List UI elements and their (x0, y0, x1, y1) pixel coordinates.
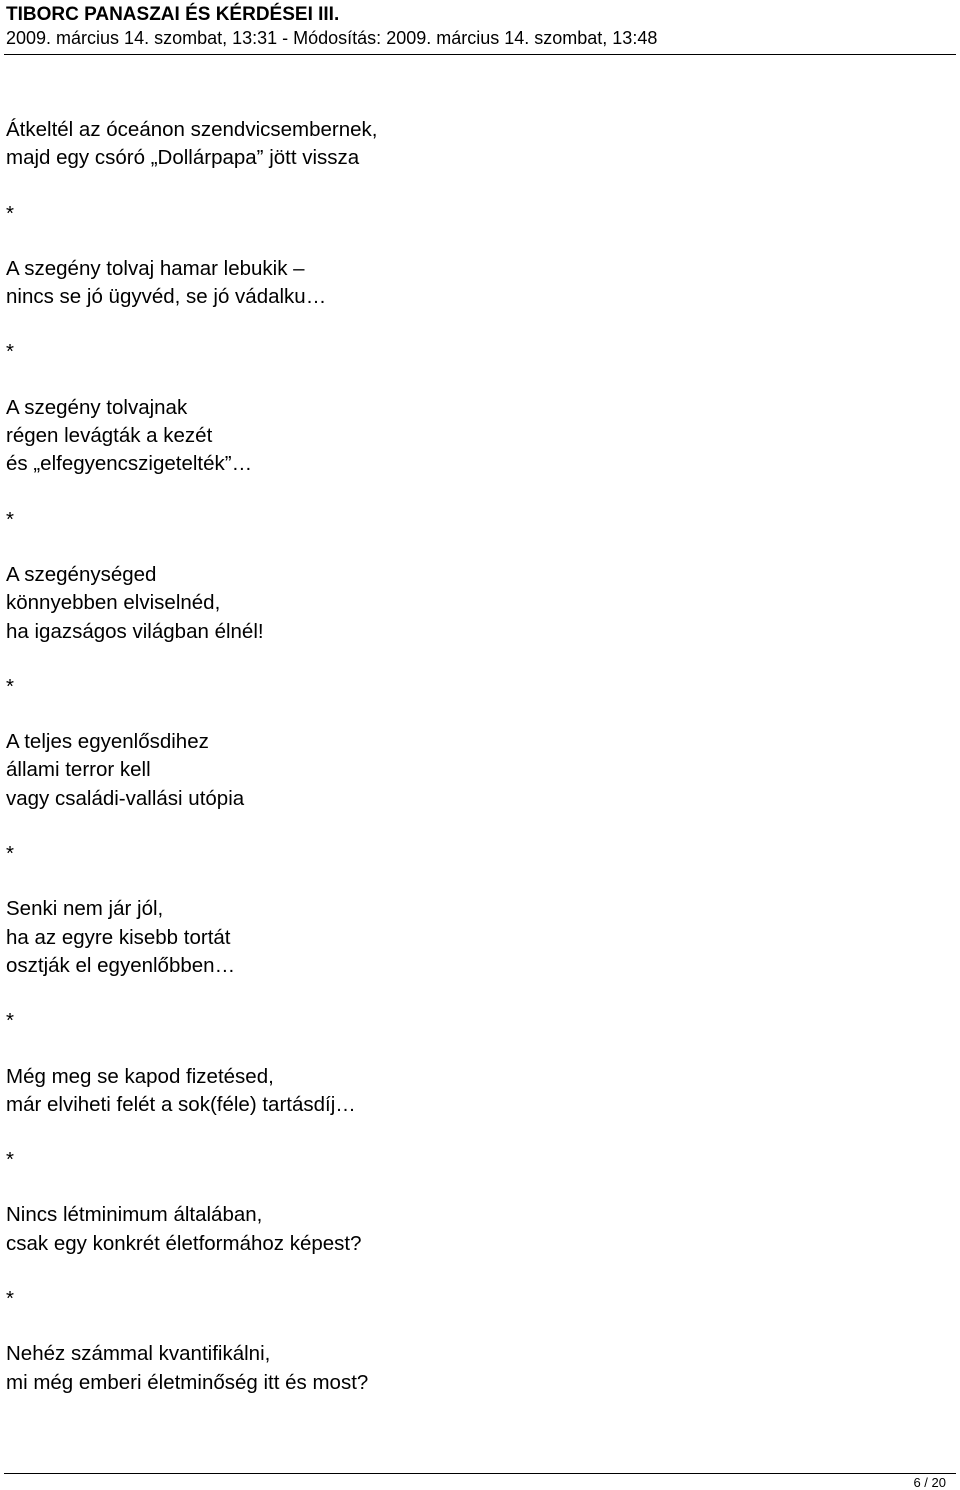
poem-line: már elviheti felét a sok(féle) tartásdíj… (6, 1092, 356, 1116)
header-divider (4, 54, 956, 55)
poem-line: A teljes egyenlősdihez (6, 730, 209, 754)
poem-stanza (6, 728, 946, 813)
stanza-separator: * (6, 674, 14, 698)
poem-line: Átkeltél az óceánon szendvicsembernek, (6, 118, 378, 141)
poem-line: régen levágták a kezét (6, 424, 213, 448)
document-title: TIBORC PANASZAI ÉS KÉRDÉSEI III. (6, 4, 340, 25)
poem-stanza (6, 561, 946, 646)
poem-line: ha igazságos világban élnél! (6, 619, 264, 643)
poem-stanza (6, 394, 946, 479)
poem-line: csak egy konkrét életformához képest? (6, 1231, 362, 1255)
poem-line: Nincs létminimum általában, (6, 1203, 263, 1227)
document-date-line: 2009. március 14. szombat, 13:31 - Módosítás: 2009. március 14. szombat, 13:48 (6, 28, 658, 48)
poem-stanza (6, 255, 946, 312)
poem-line: és „elfegyencszigetelték”… (6, 452, 253, 476)
poem-stanza (6, 895, 946, 980)
stanza-separator: * (6, 201, 14, 225)
page-number: 6 / 20 (913, 1475, 946, 1490)
stanza-separator: * (6, 1009, 14, 1033)
poem-line: mi még emberi életminőség itt és most? (6, 1370, 369, 1394)
poem-line: állami terror kell (6, 758, 151, 782)
stanza-separator: * (6, 1148, 14, 1172)
stanza-separator: * (6, 507, 14, 531)
poem-stanza (6, 116, 946, 173)
stanza-separator: * (6, 842, 14, 866)
poem-line: könnyebben elviselnéd, (6, 591, 221, 615)
poem-line: majd egy csóró „Dollárpapa” jött vissza (6, 146, 360, 170)
poem-stanza (6, 1340, 946, 1397)
poem-line: A szegény tolvaj hamar lebukik – (6, 256, 305, 280)
poem-line: osztják el egyenlőbben… (6, 953, 236, 977)
poem-line: Nehéz számmal kvantifikálni, (6, 1342, 271, 1366)
poem-line: Még meg se kapod fizetésed, (6, 1064, 274, 1088)
poem-line: A szegénységed (6, 562, 157, 586)
poem-stanza (6, 1063, 946, 1120)
stanza-separator: * (6, 340, 14, 364)
poem-body (6, 116, 946, 1424)
poem-line: A szegény tolvajnak (6, 395, 188, 419)
poem-line: nincs se jó ügyvéd, se jó vádalku… (6, 285, 327, 309)
poem-line: vagy családi-vallási utópia (6, 786, 245, 810)
poem-stanza (6, 1201, 946, 1258)
stanza-separator: * (6, 1287, 14, 1311)
footer-divider (4, 1473, 956, 1474)
poem-line: Senki nem jár jól, (6, 897, 164, 921)
poem-line: ha az egyre kisebb tortát (6, 925, 231, 949)
